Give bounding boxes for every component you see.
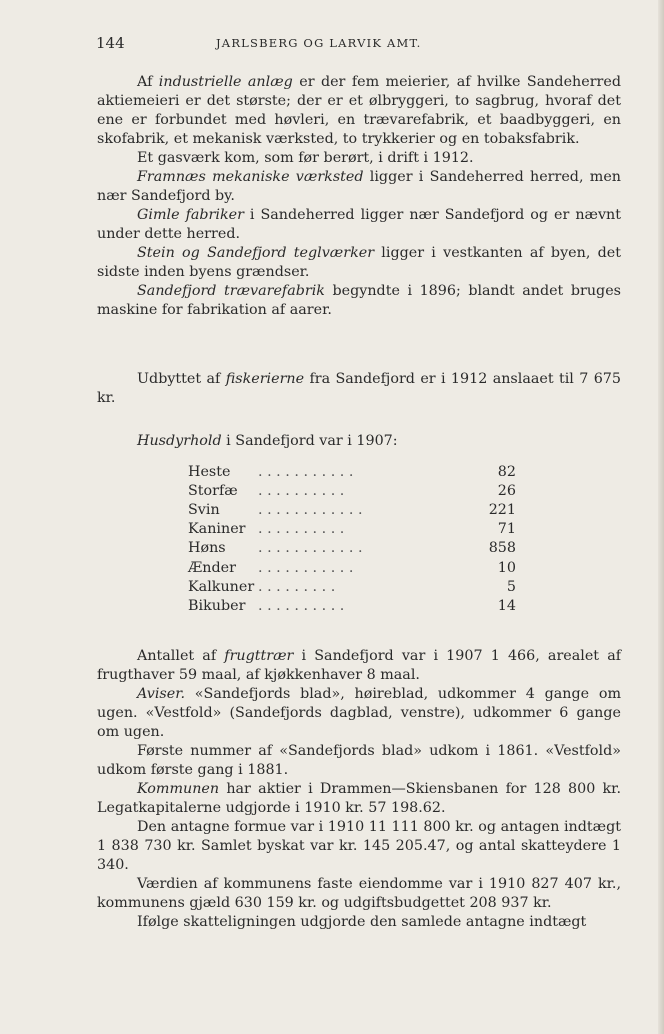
- leader-dots: . . . . . . . . . .: [258, 483, 345, 500]
- livestock-value: 14: [497, 597, 516, 614]
- gasworks-paragraph: Et gasværk kom, som før berørt, i drift i 1912.: [137, 150, 474, 166]
- italic-term: Framnæs mekaniske værksted: [137, 169, 364, 185]
- italic-term: frugttrær: [224, 648, 294, 664]
- livestock-name: Høns: [188, 540, 226, 557]
- livestock-name: Svin: [188, 502, 220, 519]
- leader-dots: . . . . . . . . . .: [258, 597, 345, 614]
- livestock-value: 5: [506, 578, 516, 595]
- italic-term: Kommunen: [137, 781, 220, 797]
- livestock-intro-paragraph: [97, 432, 621, 451]
- livestock-value: 10: [497, 559, 516, 576]
- running-title: JARLSBERG OG LARVIK AMT.: [216, 36, 422, 50]
- leader-dots: . . . . . . . . .: [258, 578, 336, 595]
- table-row: [188, 520, 516, 539]
- text-run: Udbyttet af: [137, 371, 226, 387]
- text-run: i Sandeherred ligger nær Sandefjord og er nævnt under dette herred.: [97, 207, 621, 242]
- text-run: har aktier i Drammen—Skiensbanen for 128 800 kr. Legatkapitalerne udgjorde i 1910 kr. 57 198.62.: [97, 781, 621, 816]
- table-row: [188, 597, 516, 616]
- italic-term: industrielle anlæg: [158, 74, 293, 90]
- italic-term: Sandefjord trævarefabrik: [137, 283, 325, 299]
- leader-dots: . . . . . . . . . . .: [258, 464, 354, 481]
- text-run: ligger i Sandeherred herred, men nær Sandefjord by.: [97, 169, 621, 204]
- italic-term: Husdyrhold: [137, 433, 222, 449]
- livestock-name: Bikuber: [188, 597, 246, 614]
- fisheries-section: [97, 370, 621, 408]
- table-row: [188, 482, 516, 501]
- framnaes-paragraph: [97, 168, 621, 206]
- tax-paragraph: Ifølge skatteligningen udgjorde den samlede antagne indtægt: [137, 914, 587, 930]
- italic-term: Aviser.: [137, 686, 186, 702]
- page-edge: [658, 0, 664, 1034]
- first-issue-paragraph: Første nummer af «Sandefjords blad» udkom i 1861. «Vestfold» udkom første gang i 1881.: [97, 743, 621, 778]
- table-row: [188, 463, 516, 482]
- livestock-name: Kaniner: [188, 521, 246, 538]
- leader-dots: . . . . . . . . . . . .: [258, 540, 363, 557]
- livestock-name: Storfæ: [188, 483, 238, 500]
- italic-term: Stein og Sandefjord teglværker: [137, 245, 375, 261]
- livestock-value: 26: [497, 483, 516, 500]
- traevarefabrik-paragraph: [97, 282, 621, 320]
- livestock-table: [188, 463, 516, 616]
- italic-term: fiskerierne: [225, 371, 305, 387]
- table-row: [188, 578, 516, 597]
- livestock-value: 71: [497, 521, 516, 538]
- livestock-value: 858: [488, 540, 516, 557]
- misc-section: [97, 647, 621, 932]
- industry-section: [97, 73, 621, 320]
- livestock-name: Heste: [188, 464, 231, 481]
- leader-dots: . . . . . . . . . .: [258, 521, 345, 538]
- livestock-name: Kalkuner: [188, 578, 255, 595]
- teglvaerker-paragraph: [97, 244, 621, 282]
- text-run: begyndte i 1896; blandt andet bruges maskine for fabrikation af aarer.: [97, 283, 621, 318]
- livestock-name: Ænder: [188, 559, 236, 576]
- gimle-paragraph: [97, 206, 621, 244]
- property-paragraph: Værdien af kommunens faste eiendomme var i 1910 827 407 kr., kommunens gjæld 630 159 kr. og udgiftsbudgettet 208 937 kr.: [97, 876, 621, 911]
- livestock-value: 221: [488, 502, 516, 519]
- newspapers-paragraph: [97, 685, 621, 742]
- fisheries-paragraph: [97, 370, 621, 408]
- text-run: fra Sandefjord er i 1912 anslaaet til 7 675 kr.: [97, 371, 621, 406]
- text-run: i Sandefjord var i 1907 1 466, arealet af frugthaver 59 maal, af kjøkkenhaver 8 maal.: [97, 648, 622, 683]
- table-row: [188, 501, 516, 520]
- livestock-value: 82: [497, 464, 516, 481]
- leader-dots: . . . . . . . . . . .: [258, 559, 354, 576]
- fruit-trees-paragraph: [97, 647, 621, 685]
- industry-paragraph: [97, 73, 621, 149]
- wealth-paragraph: Den antagne formue var i 1910 11 111 800 kr. og antagen indtægt 1 838 730 kr. Samlet byskat var kr. 145 205.47, og antal skatteydere 1 340.: [97, 819, 621, 873]
- text-run: i Sandefjord var i 1907:: [221, 433, 398, 449]
- table-row: [188, 539, 516, 558]
- text-run: er der fem meierier, af hvilke Sandeherred aktiemeieri er det største; der er et ølbryggeri, to sagbrug, hvoraf det ene er forbundet med høvleri, en trævarefabrik, et baadbyggeri, en skofabrik, et mekanisk værksted, to trykkerier og en tobaksfabrik.: [97, 74, 621, 147]
- municipality-paragraph: [97, 780, 621, 818]
- text-run: Antallet af: [137, 648, 225, 664]
- page-number: 144: [96, 34, 125, 52]
- text-run: Af: [137, 74, 159, 90]
- text-run: ligger i vestkanten af byen, det sidste inden byens grændser.: [97, 245, 621, 280]
- text-run: «Sandefjords blad», høireblad, udkommer 4 gange om ugen. «Vestfold» (Sandefjords dagblad, venstre), udkommer 6 gange om ugen.: [97, 686, 621, 740]
- italic-term: Gimle fabriker: [137, 207, 244, 223]
- livestock-intro: [97, 432, 621, 451]
- table-row: [188, 558, 516, 577]
- leader-dots: . . . . . . . . . . . .: [258, 502, 363, 519]
- page-header: [96, 34, 596, 54]
